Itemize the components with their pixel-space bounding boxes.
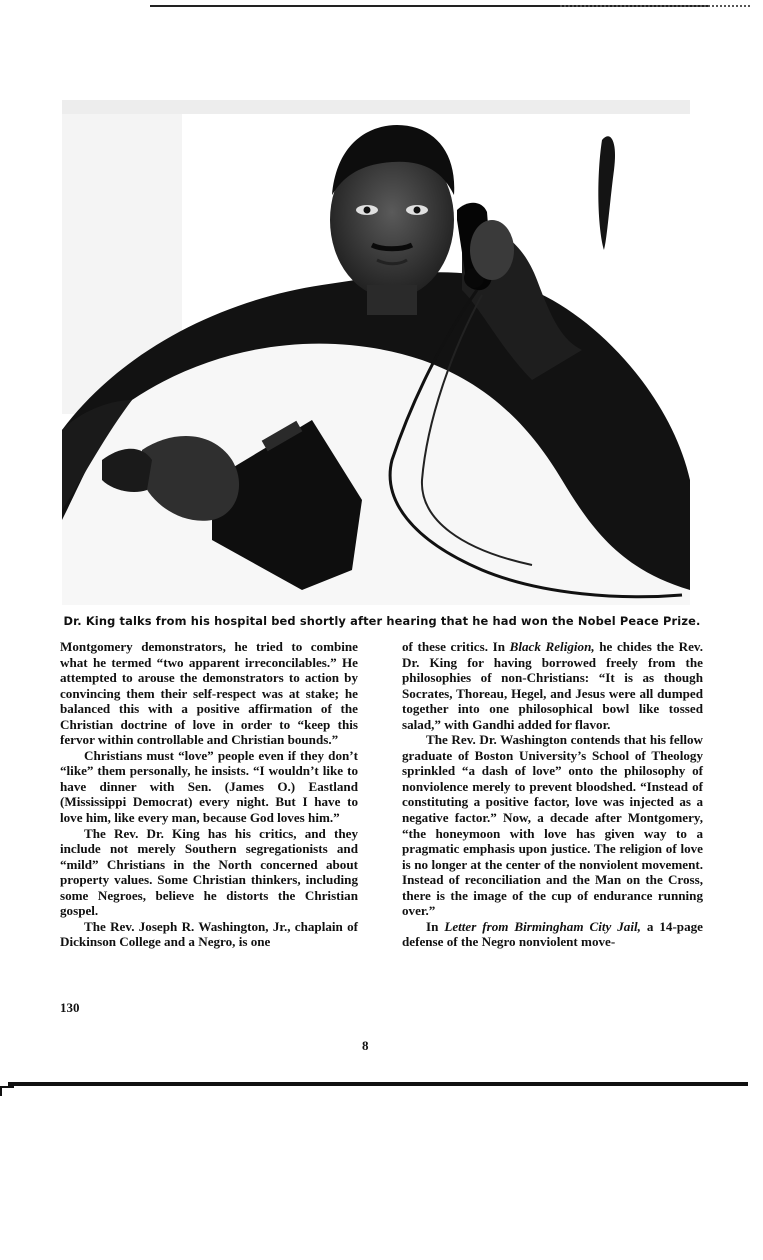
sheet-number: 8	[362, 1038, 369, 1053]
paragraph: Christians must “love” people even if they don’t “like” them personally, he insists. “I wouldn’t like to have dinner with Sen. (James O.) Eastland (Mississippi Democrat) every night. But I have to love him, like every man, because God loves him.”	[60, 747, 358, 826]
paragraph: Montgomery demonstrators, he tried to combine what he termed “two apparent irreconcilables.” He attempted to arouse the demonstrators to action by convincing them their self-respect was at stake; he balanced this with a positive affirmation of the Christian doctrine of love in order to “keep this fervor within controllable and Christian bounds.”	[60, 639, 358, 748]
bottom-rule-corner	[0, 1086, 14, 1096]
paragraph: The Rev. Dr. King has his critics, and they include not merely Southern segregationists and “mild” Christians in the North concerned about property values. Some Christian thinkers, including some Negroes, believe he distorts the Christian gospel.	[60, 825, 358, 919]
book-title: Letter from Birmingham City Jail,	[444, 918, 641, 934]
paragraph: of these critics. In Black Religion, he chides the Rev. Dr. King for having borrowed freely from the philosophies of non-Christians: “It is as though Socrates, Thoreau, Hegel, and Jesus were all dumped together into one philosophical bowl like tossed salad,” with Gandhi added for flavor.	[402, 639, 703, 732]
page-number: 130	[60, 1000, 80, 1015]
left-column	[60, 639, 358, 950]
paragraph: The Rev. Joseph R. Washington, Jr., chaplain of Dickinson College and a Negro, is one	[60, 918, 358, 950]
photograph	[62, 100, 690, 605]
right-column	[402, 639, 703, 950]
bottom-rule	[8, 1082, 748, 1086]
book-title: Black Religion,	[509, 639, 595, 654]
paragraph: In Letter from Birmingham City Jail, a 14-page defense of the Negro nonviolent move-	[402, 918, 703, 950]
paragraph: The Rev. Dr. Washington contends that his fellow graduate of Boston University’s School of Theology sprinkled “a dash of love” onto the philosophy of nonviolence merely to prevent bloodshed. “Instead of constituting a positive factor, love was injected as a negative factor.” Now, a decade after Montgomery, “the honeymoon with love has given way to a pragmatic emphasis upon justice. The religion of love is no longer at the center of the nonviolent movement. Instead of reconciliation and the Man on the Cross, there is the image of the cup of endurance running over.”	[402, 732, 703, 919]
top-rule-dotted	[560, 5, 750, 7]
photo-caption: Dr. King talks from his hospital bed shortly after hearing that he had won the Nobel Peace Prize.	[63, 614, 701, 628]
